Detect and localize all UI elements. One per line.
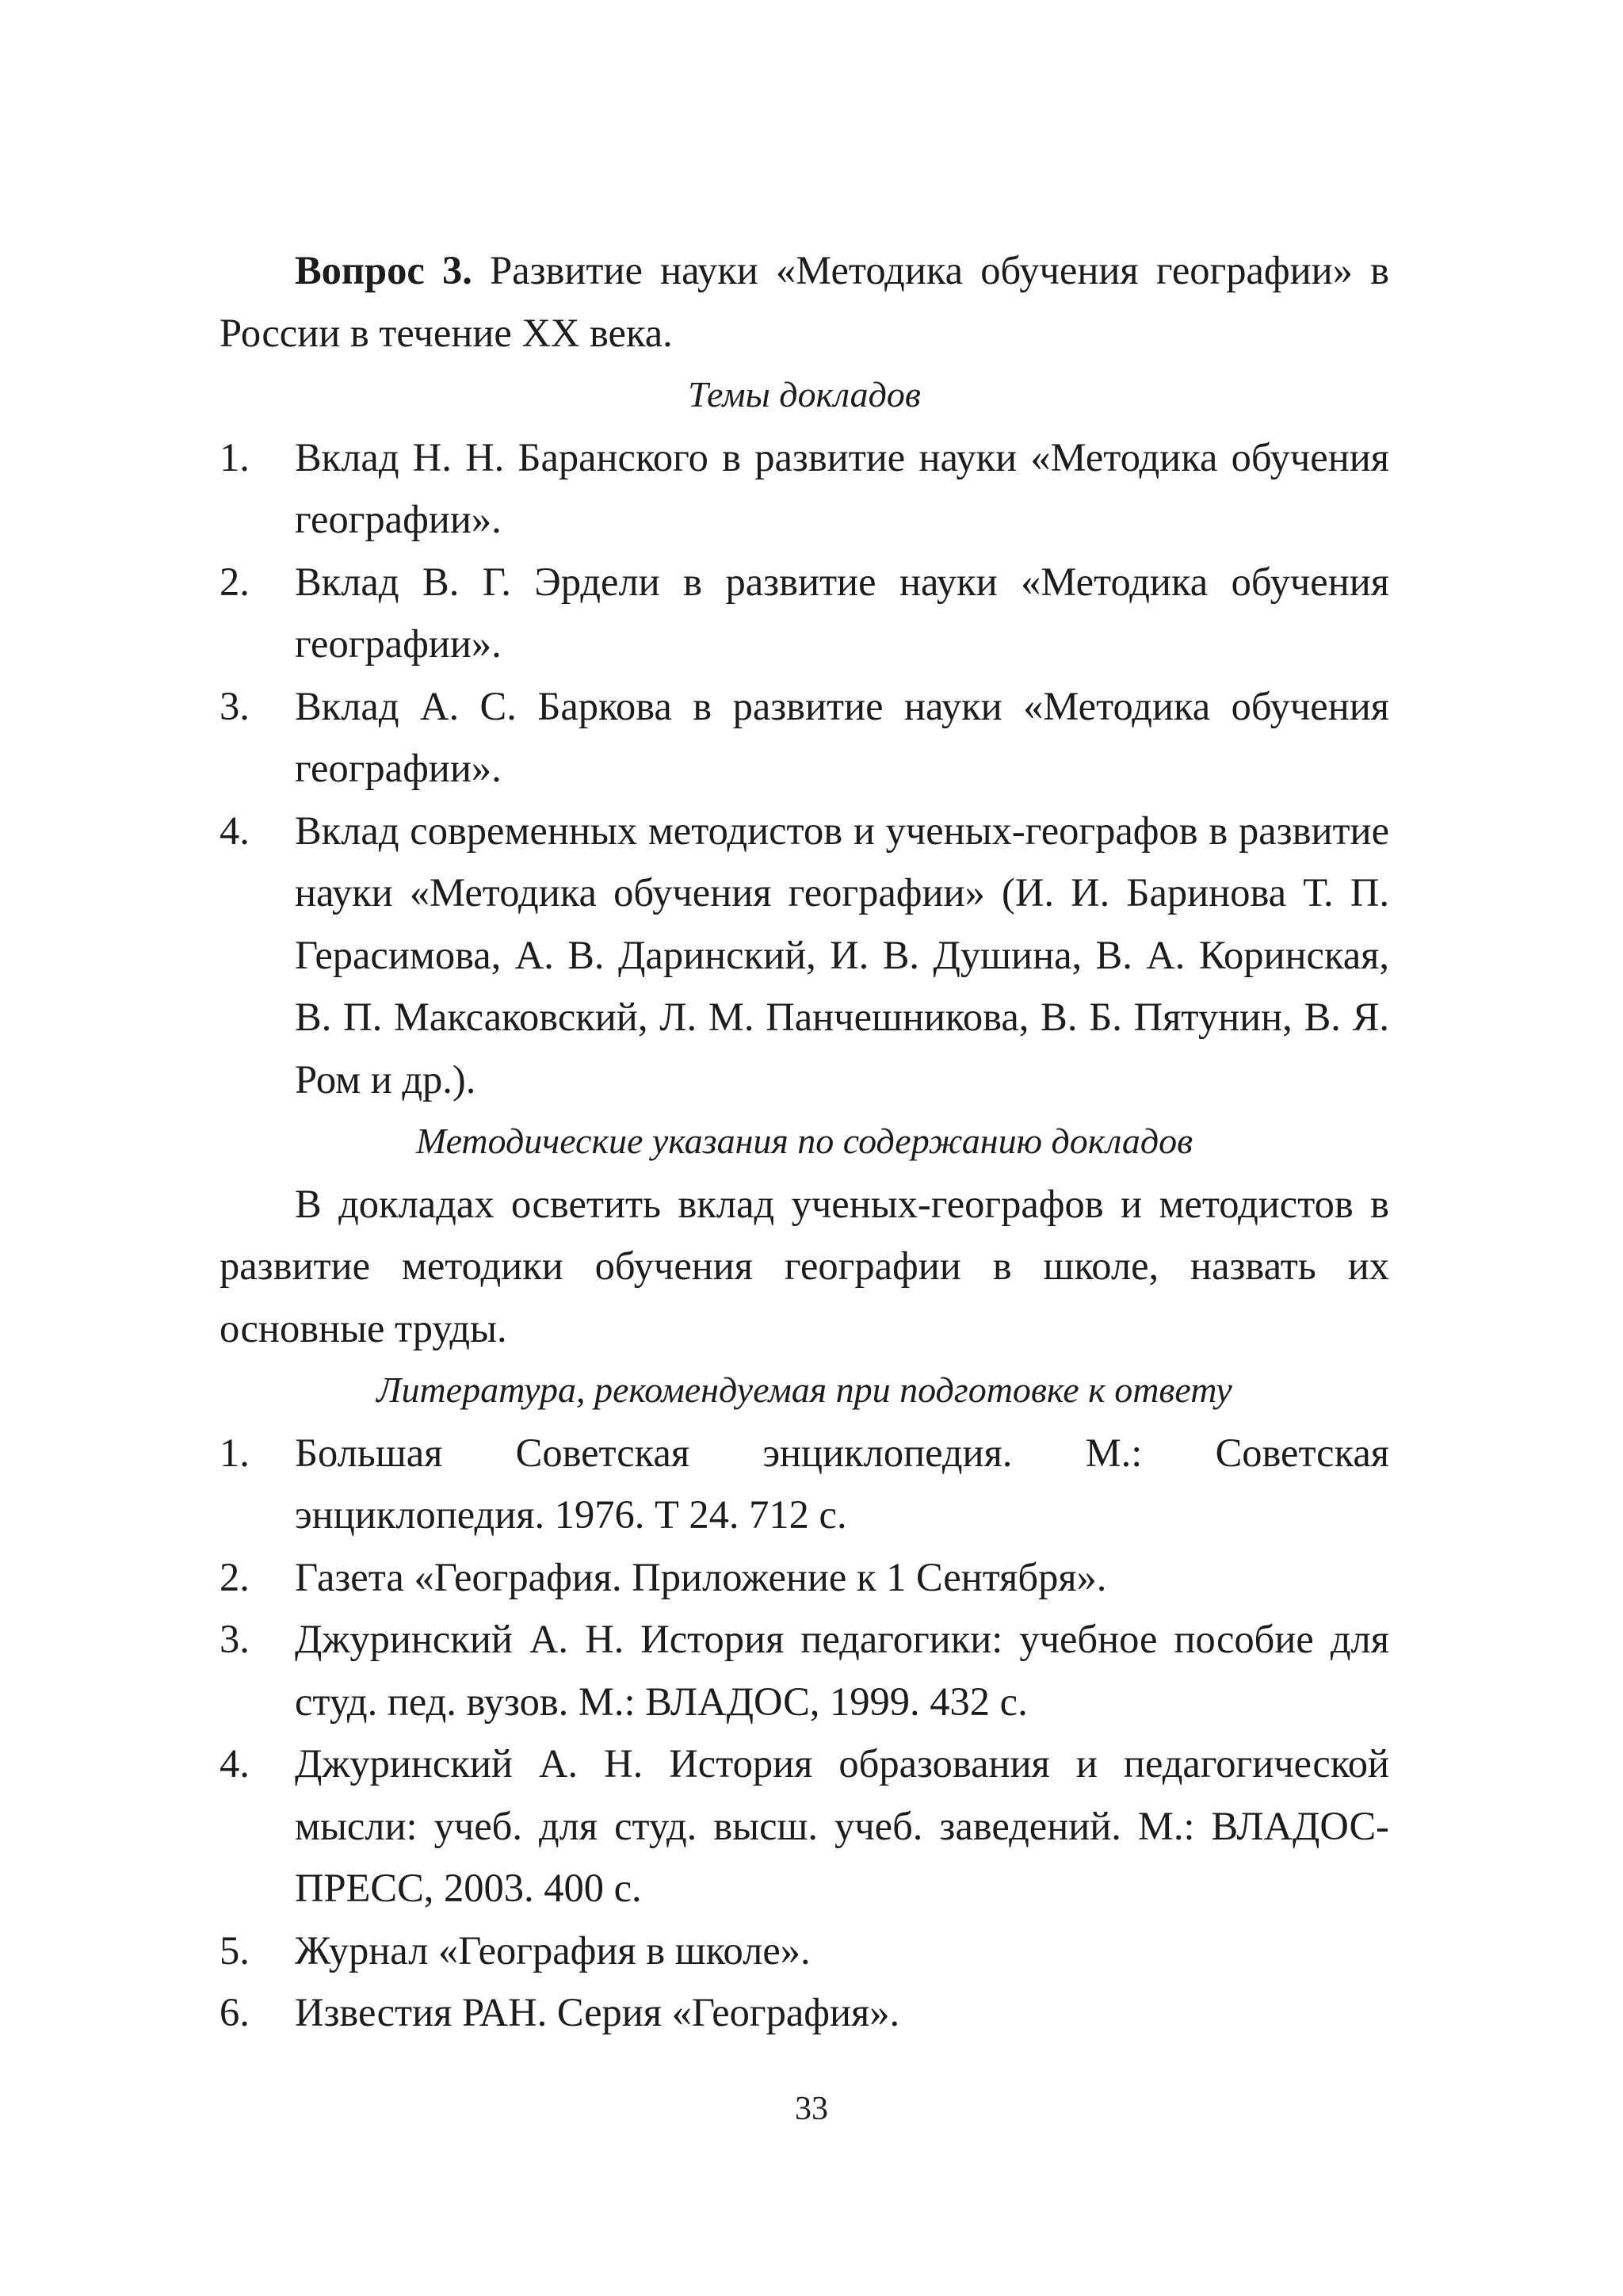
literature-text: Большая Советская энциклопедия. М.: Советская энциклопедия. 1976. Т 24. 712 с. bbox=[295, 1430, 1389, 1537]
topics-list bbox=[220, 426, 1389, 1111]
literature-item bbox=[220, 1733, 1389, 1920]
literature-item bbox=[220, 1920, 1389, 1982]
literature-heading: Литература, рекомендуемая при подготовке к ответу bbox=[376, 1370, 1232, 1410]
literature-number: 5. bbox=[220, 1927, 250, 1973]
literature-number: 2. bbox=[220, 1554, 250, 1599]
literature-text: Известия РАН. Серия «География». bbox=[295, 1990, 900, 2034]
topics-heading: Темы докладов bbox=[688, 374, 921, 415]
literature-number: 1. bbox=[220, 1430, 250, 1475]
literature-number: 6. bbox=[220, 1990, 250, 2034]
guidelines-paragraph: В докладах осветить вклад ученых-географов и методистов в развитие методики обучения географии в школе, назвать их основные труды. bbox=[220, 1181, 1389, 1350]
literature-number: 3. bbox=[220, 1617, 250, 1661]
topic-text: Вклад А. С. Баркова в развитие науки «Методика обучения географии». bbox=[295, 683, 1389, 790]
topic-item bbox=[220, 551, 1389, 675]
literature-item bbox=[220, 1546, 1389, 1609]
topic-number: 1. bbox=[220, 434, 250, 479]
topic-number: 4. bbox=[220, 808, 250, 853]
literature-text: Джуринский А. Н. История образования и педагогической мысли: учеб. для студ. высш. учеб. заведений. М.: ВЛАДОС-ПРЕСС, 2003. 400 с. bbox=[295, 1741, 1389, 1910]
topic-item bbox=[220, 675, 1389, 800]
literature-item bbox=[220, 1608, 1389, 1733]
literature-text: Газета «География. Приложение к 1 Сентября». bbox=[295, 1554, 1107, 1599]
topic-item bbox=[220, 800, 1389, 1111]
question-paragraph bbox=[220, 239, 1389, 364]
literature-text: Джуринский А. Н. История педагогики: учебное пособие для студ. пед. вузов. М.: ВЛАДОС, 1999. 432 с. bbox=[295, 1617, 1389, 1724]
guidelines-heading: Методические указания по содержанию докладов bbox=[415, 1121, 1193, 1161]
topic-number: 2. bbox=[220, 559, 250, 604]
literature-item bbox=[220, 1422, 1389, 1546]
topic-number: 3. bbox=[220, 683, 250, 728]
literature-item bbox=[220, 1981, 1389, 2044]
question-text: Развитие науки «Методика обучения географии» в России в течение XX века. bbox=[220, 248, 1389, 355]
topic-text: Вклад современных методистов и ученых-географов в развитие науки «Методика обучения географии» (И. И. Баринова Т. П. Герасимова, А. В. Даринский, И. В. Душина, В. А. Коринская, В. П. Максаковский, Л. М. Панчешникова, В. Б. Пятунин, В. Я. Ром и др.). bbox=[295, 808, 1389, 1102]
question-label: Вопрос 3. bbox=[295, 248, 472, 292]
literature-number: 4. bbox=[220, 1741, 250, 1786]
topic-text: Вклад В. Г. Эрдели в развитие науки «Методика обучения географии». bbox=[295, 559, 1389, 666]
literature-text: Журнал «География в школе». bbox=[295, 1927, 811, 1973]
topic-item bbox=[220, 426, 1389, 551]
page-content bbox=[220, 239, 1389, 2044]
topic-text: Вклад Н. Н. Баранского в развитие науки «Методика обучения географии». bbox=[295, 434, 1389, 541]
page-number: 33 bbox=[795, 2091, 828, 2127]
literature-list bbox=[220, 1422, 1389, 2044]
